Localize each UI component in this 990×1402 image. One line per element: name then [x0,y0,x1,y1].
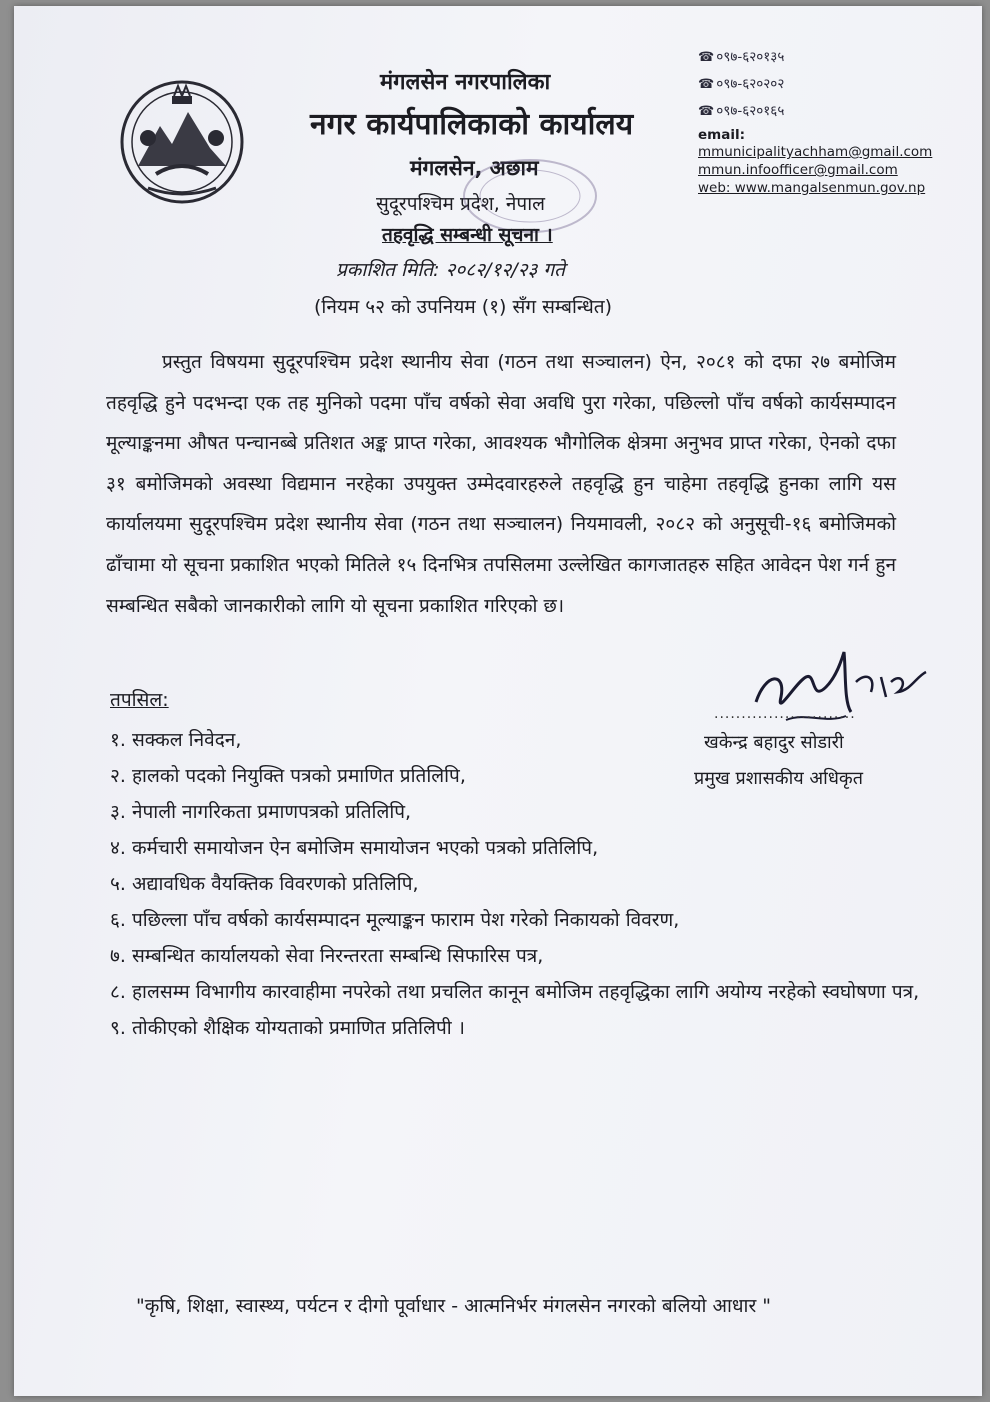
phone-line-2: ☎ ०९७-६२०२०२ [698,71,928,98]
footer-slogan: "कृषि, शिक्षा, स्वास्थ्य, पर्यटन र दीगो पूर्वाधार - आत्मनिर्भर मंगलसेन नगरको बलियो आधार " [136,1295,772,1317]
web-link[interactable]: web: www.mangalsenmun.gov.np [698,180,926,196]
nepal-emblem-icon [118,78,246,206]
list-item: ८. हालसम्म विभागीय कारवाहीमा नपरेको तथा प्रचलित कानून बमोजिम तहवृद्धिका लागि अयोग्य नरहेको स्वघोषणा पत्र, [110,981,920,1003]
email-label: email: [698,127,745,143]
phone-line-3: ☎ ०९७-६२०१६५ [698,98,928,125]
tapsil-heading: तपसिल: [110,689,169,711]
signatory-name: खकेन्द्र बहादुर सोडारी [704,732,844,753]
list-item: ४. कर्मचारी समायोजन ऐन बमोजिम समायोजन भएको पत्रको प्रतिलिपि, [110,837,599,859]
contact-block [698,44,933,197]
phone-line-1: ☎ ०९७-६२०१३५ [698,44,928,71]
rule-reference: (नियम ५२ को उपनियम (१) सँग सम्बन्धित) [314,296,613,318]
office-location: मंगलसेन, अछाम [410,156,539,180]
signatory-title: प्रमुख प्रशासकीय अधिकृत [694,768,863,789]
signature-line: .......................... [714,706,856,722]
municipality-name: मंगलसेन नगरपालिका [380,70,551,95]
list-item: ७. सम्बन्धित कार्यालयको सेवा निरन्तरता सम्बन्धि सिफारिस पत्र, [110,945,544,967]
notice-page [14,6,982,1396]
list-item: ५. अद्यावधिक वैयक्तिक विवरणको प्रतिलिपि, [110,873,419,895]
list-item: २. हालको पदको नियुक्ति पत्रको प्रमाणित प्रतिलिपि, [110,765,466,787]
phone-icon: ☎ [698,104,715,119]
list-item: १. सक्कल निवेदन, [110,729,242,751]
list-item: ९. तोकीएको शैक्षिक योग्यताको प्रमाणित प्रतिलिपी । [110,1017,465,1039]
phone-icon: ☎ [698,77,715,92]
publication-date: प्रकाशित मिति: २०८२/१२/२३ गते [336,259,565,281]
phone-icon: ☎ [698,50,715,65]
list-item: ३. नेपाली नागरिकता प्रमाणपत्रको प्रतिलिपि, [110,801,412,823]
notice-subject: तहवृद्धि सम्बन्धी सूचना । [382,224,553,246]
document-list [110,722,930,1046]
body-paragraph: प्रस्तुत विषयमा सुदूरपश्चिम प्रदेश स्थानीय सेवा (गठन तथा सञ्चालन) ऐन, २०८१ को दफा २७ बमोजिम तहवृद्धि हुने पदभन्दा एक तह मुनिको पदमा पाँच वर्षको सेवा अवधि पुरा गरेका, पछिल्लो पाँच वर्षको कार्यसम्पादन मूल्याङ्कनमा औषत पन्चानब्बे प्रतिशत अङ्क प्राप्त गरेका, आवश्यक भौगोलिक क्षेत्रमा अनुभव प्राप्त गरेका, ऐनको दफा ३१ बमोजिमको अवस्था विद्यमान नरहेका उपयुक्त उम्मेदवारहरुले तहवृद्धि हुन चाहेमा तहवृद्धि हुनका लागि यस कार्यालयमा सुदूरपश्चिम प्रदेश स्थानीय सेवा (गठन तथा सञ्चालन) नियमावली, २०८२ को अनुसूची-१६ बमोजिमको ढाँचामा यो सूचना प्रकाशित भएको मितिले १५ दिनभित्र तपसिलमा उल्लेखित कागजातहरु सहित आवेदन पेश गर्न हुन सम्बन्धित सबैको जानकारीको लागि यो सूचना प्रकाशित गरिएको छ। [106,351,896,617]
list-item: ६. पछिल्ला पाँच वर्षको कार्यसम्पादन मूल्याङ्कन फाराम पेश गरेको निकायको विवरण, [110,909,680,931]
office-name: नगर कार्यपालिकाको कार्यालय [310,107,634,142]
email-link-2[interactable]: mmun.infoofficer@gmail.com [698,162,898,178]
email-link-1[interactable]: mmunicipalityachham@gmail.com [698,144,933,160]
province-name: सुदूरपश्चिम प्रदेश, नेपाल [376,193,545,215]
